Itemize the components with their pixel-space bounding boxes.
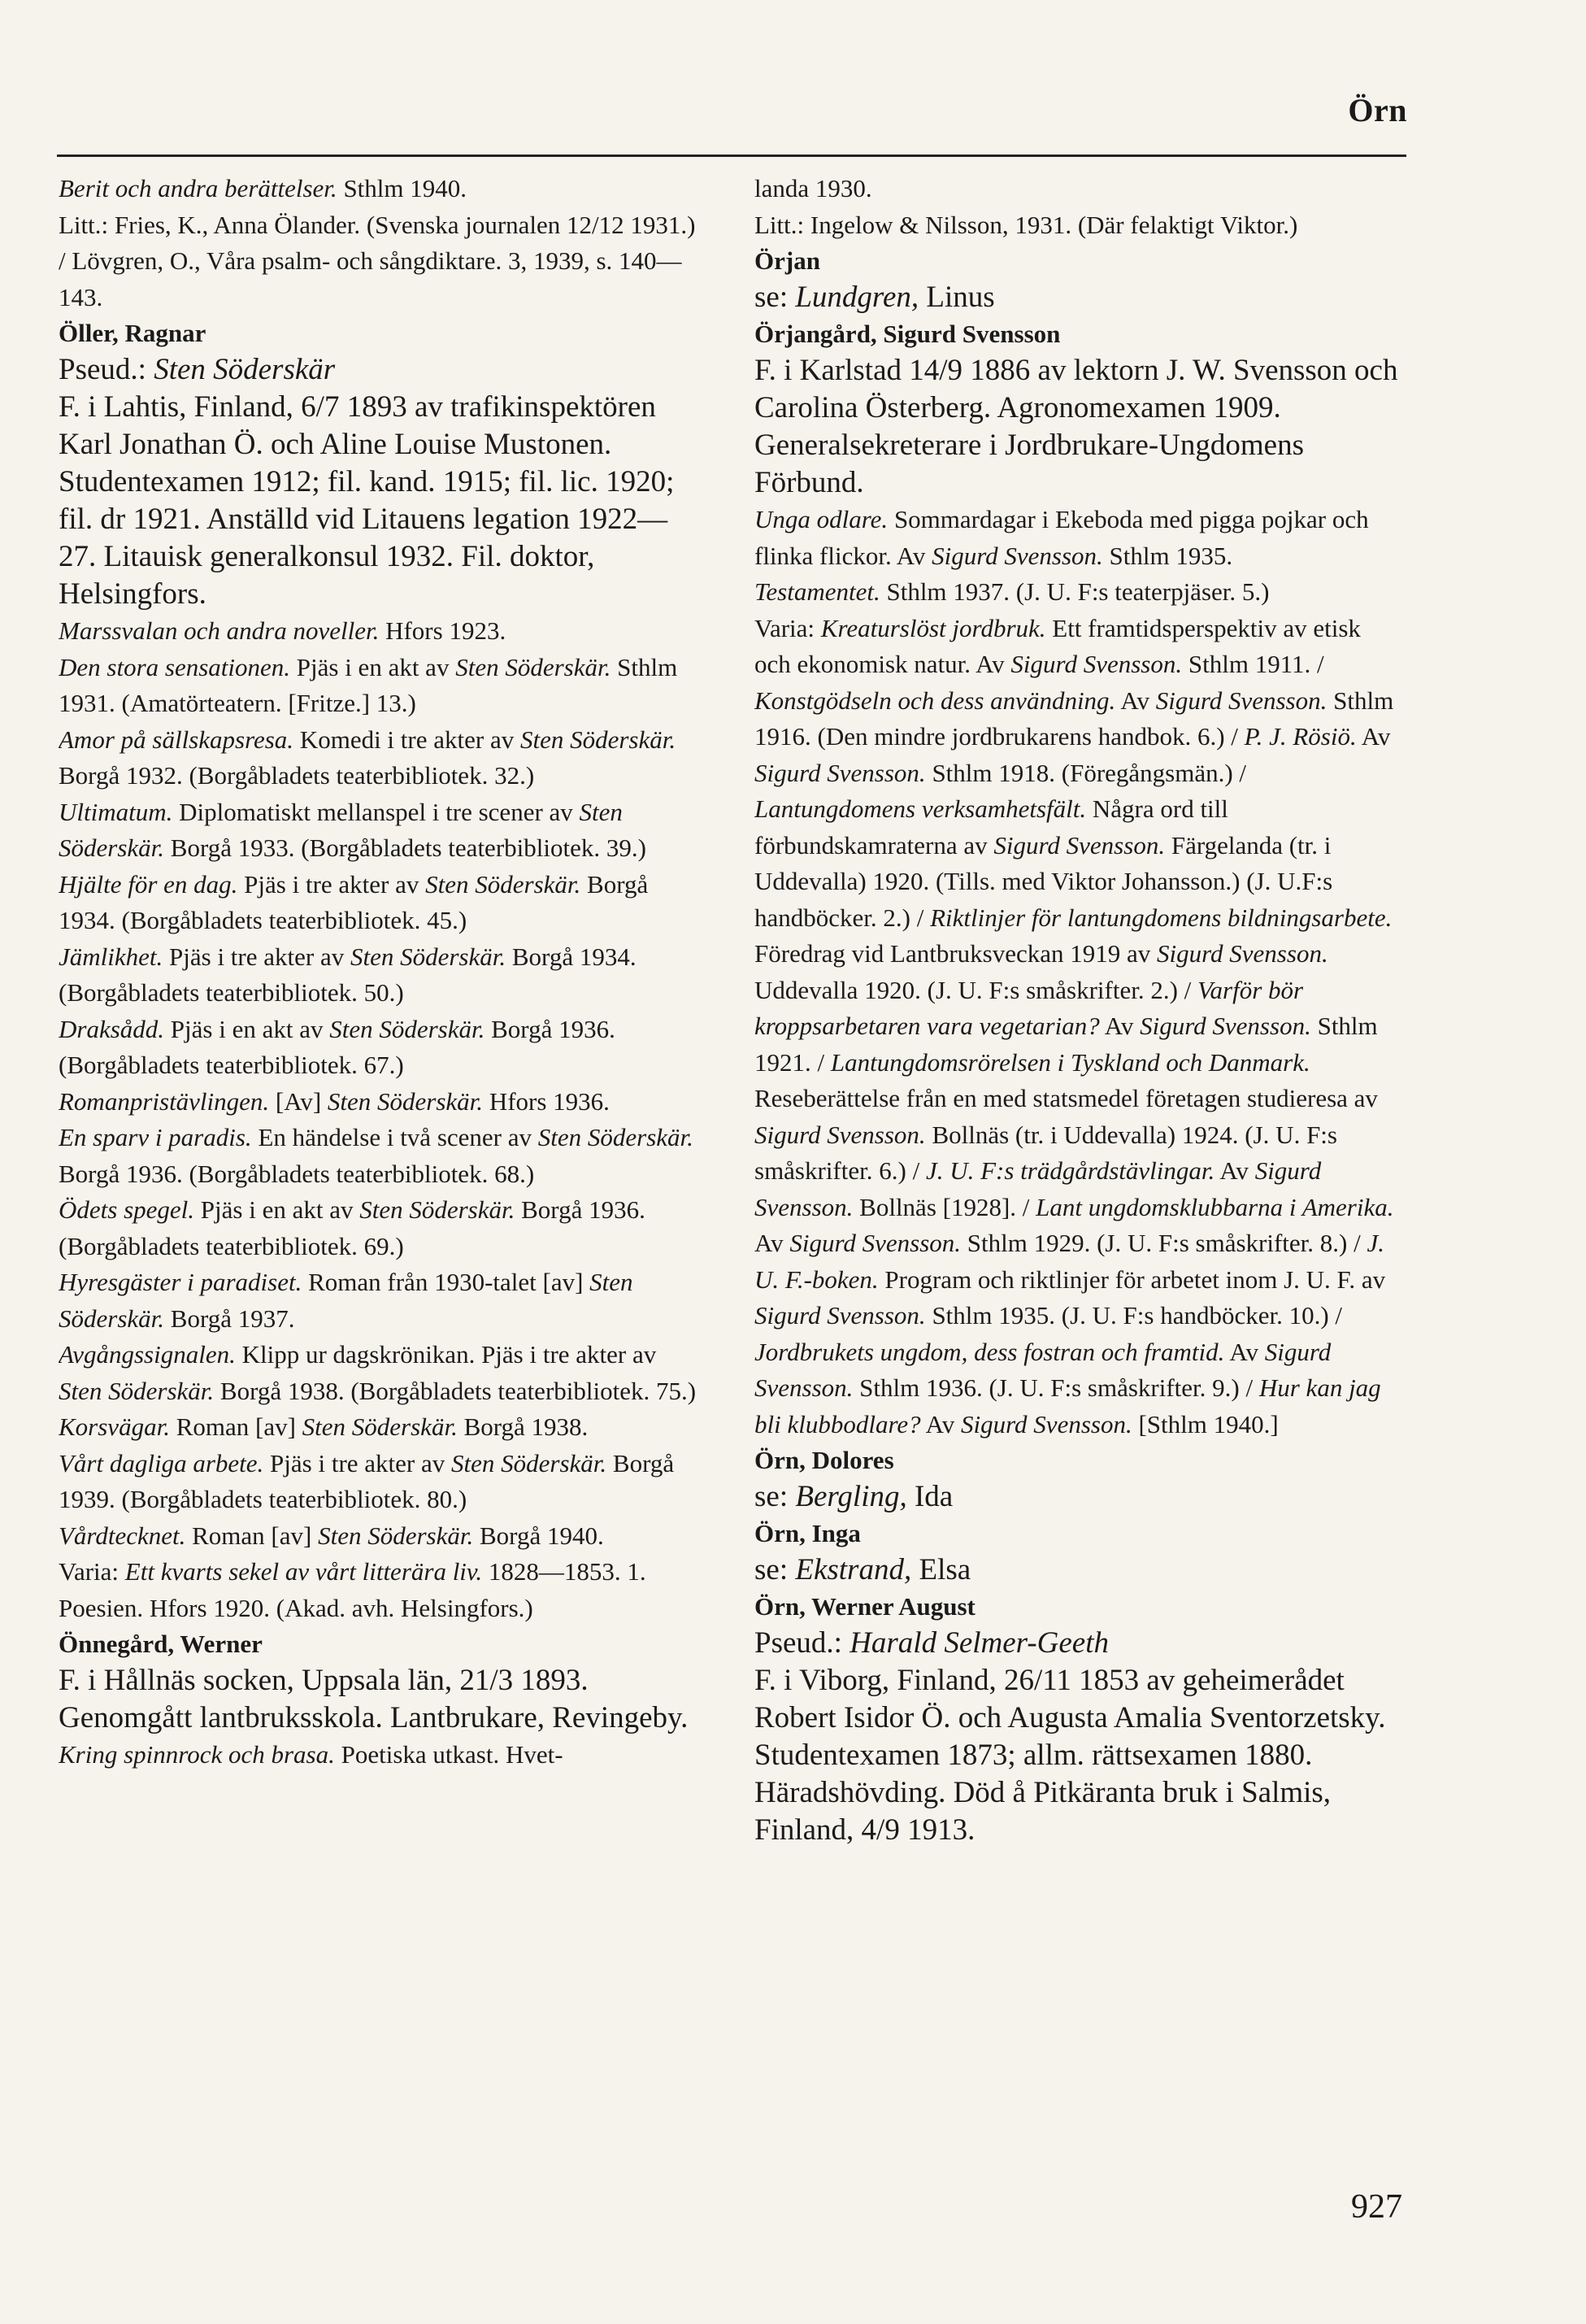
varia-item-text: Sthlm 1929. (J. U. F:s småskrifter. 8.) / [961, 1229, 1367, 1257]
work-citation [59, 1120, 705, 1192]
varia-item-italic: Lant ungdomsklubbarna i Amerika. [1036, 1192, 1394, 1221]
work-details: Sommardagar i Ekeboda med pigga pojkar och flinka flickor. Av [754, 505, 1369, 570]
work-author: Sten Söderskär. [451, 1448, 607, 1478]
varia-item-italic: Lantungdomens verksamhetsfält. [754, 794, 1087, 823]
work-details: Diplomatiskt mellanspel i tre scener av [172, 797, 580, 826]
see-name: Bergling, [795, 1480, 907, 1513]
varia-item-text: Sthlm 1916. (Den mindre jordbrukarens handbok. 6.) / [754, 685, 1394, 751]
work-title: Vårt dagliga arbete. [59, 1448, 264, 1478]
work-details: Pjäs i tre akter av [263, 1448, 451, 1478]
see-given-name: Linus [919, 281, 995, 314]
see-label: se: [754, 1553, 796, 1586]
work-details: Borgå 1940. [473, 1521, 604, 1550]
work-details: Sthlm 1935. [1102, 541, 1233, 570]
varia-item-italic: Sigurd Svensson. [1157, 939, 1328, 968]
header-rule [57, 154, 1406, 157]
work-details: Sthlm 1937. (J. U. F:s teaterpjäser. 5.) [880, 577, 1270, 606]
work-details: Pjäs i en akt av [164, 1014, 330, 1043]
varia [754, 611, 1401, 1443]
work-details: Pjäs i en akt av [194, 1195, 360, 1224]
work-details: Pjäs i tre akter av [163, 942, 350, 971]
work-title: Jämlikhet. [59, 942, 163, 971]
work-title: Hjälte för en dag. [59, 869, 238, 899]
work-author: Sten Söderskär. [350, 942, 506, 971]
work-title: Vårdtecknet. [59, 1521, 186, 1550]
varia-item-italic: Sigurd Svensson. [754, 1301, 926, 1330]
work-author: Sten Söderskär. [425, 869, 581, 899]
varia-item-text: [Sthlm 1940.] [1132, 1409, 1279, 1438]
varia-item-text: Program och riktlinjer för arbetet inom J. U. F. av [878, 1264, 1386, 1294]
varia-item-text: Av [1099, 1012, 1141, 1040]
see-reference [754, 1552, 1401, 1589]
work-author: Sten Söderskär. [59, 797, 623, 862]
work-author: Sten Söderskär. [537, 1123, 693, 1151]
continuation: landa 1930. [754, 174, 872, 202]
work-details: Poetiska utkast. Hvet- [334, 1740, 563, 1769]
varia-item-text: Av [1115, 685, 1156, 715]
work-details: Sthlm 1940. [337, 174, 467, 202]
work-title: Korsvägar. [59, 1412, 170, 1441]
work-citation [59, 171, 705, 207]
work-citation [59, 1337, 705, 1409]
varia-item-text: Några ord till förbundskamraterna av [754, 794, 1228, 860]
varia [59, 1554, 705, 1626]
pseud-name: Sten Söderskär [154, 353, 336, 386]
work-title: Kring spinnrock och brasa. [59, 1740, 335, 1769]
see-label: se: [754, 1480, 796, 1513]
entry-headword: Örn, Dolores [754, 1446, 894, 1474]
work-citation [59, 1012, 705, 1084]
varia-item-italic: Varför bör kroppsarbetaren vara vegetarian? [754, 975, 1304, 1040]
pseud-label: Pseud.: [59, 353, 154, 386]
varia-item-italic: Konstgödseln och dess användning. [754, 685, 1116, 715]
work-title: Draksådd. [59, 1014, 165, 1043]
work-citation [59, 650, 705, 722]
see-reference [754, 1478, 1401, 1516]
work-details: Borgå 1934. (Borgåbladets teaterbibliotek. 50.) [59, 942, 637, 1007]
work-title: Den stora sensationen. [59, 652, 291, 681]
varia-item-italic: Sigurd Svensson. [754, 1120, 926, 1149]
work-details: Roman [av] [185, 1521, 319, 1550]
work-citation [59, 867, 705, 939]
work-author: Sten Söderskär. [329, 1014, 485, 1043]
work-author: Sten Söderskär. [327, 1086, 484, 1116]
work-citation [754, 502, 1401, 574]
pseud-label: Pseud.: [754, 1626, 850, 1660]
work-title: Berit och andra berättelser. [59, 174, 337, 202]
work-details: Borgå 1936. (Borgåbladets teaterbibliotek. 69.) [59, 1195, 645, 1260]
varia-item-text: Av [1356, 722, 1391, 751]
varia-item-italic: Sigurd Svensson. [1155, 685, 1327, 715]
pseudonym-line [754, 1625, 1401, 1662]
work-details: Borgå 1939. (Borgåbladets teaterbibliotek. 80.) [59, 1448, 675, 1513]
varia-item-text: Färgelanda (tr. i Uddevalla) 1920. (Tills. med Viktor Johansson.) (J. U.F:s handböcker. 2.) / [754, 830, 1333, 932]
varia-title: Ett kvarts sekel av vårt litterära liv. [124, 1557, 483, 1586]
varia-item-italic: Sigurd Svensson. [754, 758, 926, 787]
work-citation [59, 1192, 705, 1264]
varia-item-text: Sthlm 1935. (J. U. F:s handböcker. 10.) / [925, 1301, 1343, 1330]
varia-item-text: Sthlm 1918. (Föregångsmän.) / [925, 758, 1247, 787]
work-citation [59, 1264, 705, 1337]
pseud-name: Harald Selmer-Geeth [849, 1626, 1110, 1660]
work-author: Sigurd Svensson. [932, 541, 1103, 570]
literature-note: Litt.: Fries, K., Anna Ölander. (Svenska journalen 12/12 1931.) / Lövgren, O., Våra psalm- och sångdiktare. 3, 1939, s. 140—143. [59, 210, 696, 311]
varia-item-text: Av [1224, 1337, 1265, 1366]
work-author: Sten Söderskär. [519, 725, 676, 754]
varia-item-text: Ett framtidsperspektiv av etisk och ekonomisk natur. Av [754, 613, 1361, 678]
work-citation [59, 722, 705, 794]
work-author: Sten Söderskär. [359, 1195, 515, 1224]
varia-item-text: Av [1214, 1156, 1255, 1185]
varia-item-text: Av [754, 1229, 790, 1257]
work-details: Roman från 1930-talet [av] [302, 1268, 590, 1296]
right-column [754, 171, 1401, 2114]
work-details: Hfors 1923. [379, 616, 506, 645]
varia-item-italic: P. J. Rösiö. [1244, 722, 1357, 751]
work-details: [Av] [269, 1086, 328, 1116]
work-citation [59, 1084, 705, 1121]
biography: F. i Lahtis, Finland, 6/7 1893 av trafikinspektören Karl Jonathan Ö. och Aline Louise Mustonen. Studentexamen 1912; fil. kand. 1915; fil. lic. 1920; fil. dr 1921. Anställd vid Litauens legation 1922—27. Litauisk generalkonsul 1932. Fil. doktor, Helsingfors. [59, 390, 675, 611]
varia-item-italic: J. U. F.-boken. [754, 1229, 1384, 1294]
work-title: Ultimatum. [59, 797, 173, 826]
varia-item-text: Sthlm 1911. / [1182, 650, 1324, 678]
entry-headword: Örn, Werner August [754, 1592, 975, 1621]
work-details: Pjäs i en akt av [290, 652, 456, 681]
work-title: Amor på sällskapsresa. [59, 725, 294, 754]
work-details: Borgå 1934. (Borgåbladets teaterbibliotek. 45.) [59, 869, 649, 934]
see-name: Ekstrand, [795, 1553, 912, 1586]
see-name: Lundgren, [795, 281, 919, 314]
work-citation [59, 1409, 705, 1446]
work-details: En händelse i två scener av [251, 1123, 538, 1151]
work-details: Sthlm 1931. (Amatörteatern. [Fritze.] 13.) [59, 652, 678, 717]
work-citation [59, 1446, 705, 1518]
varia-item-italic: Sigurd Svensson. [961, 1409, 1132, 1438]
work-author: Sten Söderskär. [455, 652, 611, 681]
varia-item-italic: Sigurd Svensson. [1010, 650, 1183, 678]
works-list [59, 613, 705, 1554]
varia-item-text: Av [920, 1409, 962, 1438]
varia-item-italic: Sigurd Svensson. [1140, 1012, 1311, 1040]
biography: F. i Karlstad 14/9 1886 av lektorn J. W. Svensson och Carolina Österberg. Agronomexamen 1909. Generalsekreterare i Jordbrukare-Ungdomens Förbund. [754, 354, 1398, 499]
see-label: se: [754, 281, 796, 314]
work-author: Sten Söderskär. [59, 1376, 215, 1405]
see-given-name: Ida [906, 1480, 954, 1513]
left-column [59, 171, 705, 2114]
varia-item-text: Bollnäs (tr. i Uddevalla) 1924. (J. U. F:s småskrifter. 6.) / [754, 1120, 1337, 1185]
work-details: Borgå 1933. (Borgåbladets teaterbibliotek. 39.) [164, 833, 646, 862]
varia-item-italic: Sigurd Svensson. [789, 1229, 962, 1257]
varia-details: 1828—1853. 1. Poesien. Hfors 1920. (Akad. avh. Helsingfors.) [59, 1557, 646, 1622]
work-details: Borgå 1937. [164, 1303, 295, 1333]
varia-item-italic: Jordbrukets ungdom, dess fostran och framtid. [754, 1337, 1225, 1366]
work-citation [59, 794, 705, 867]
varia-item-italic: J. U. F:s trädgårdstävlingar. [925, 1156, 1215, 1185]
varia-item-italic: Sigurd Svensson. [754, 1156, 1322, 1221]
varia-item-italic: Kreaturslöst jordbruk. [820, 613, 1046, 642]
varia-item-text: Bollnäs [1928]. / [853, 1192, 1036, 1221]
varia-item-text: Uddevalla 1920. (J. U. F:s småskrifter. 2.) / [754, 975, 1198, 1004]
work-author: Sten Söderskär. [59, 1268, 633, 1333]
literature-note: Litt.: Ingelow & Nilsson, 1931. (Där felaktigt Viktor.) [754, 210, 1298, 239]
varia-label: Varia: [754, 613, 821, 642]
page-number: 927 [1351, 2188, 1402, 2226]
work-author: Sten Söderskär. [302, 1412, 458, 1441]
varia-item-italic: Riktlinjer för lantungdomens bildningsarbete. [930, 903, 1393, 932]
work-details: Pjäs i tre akter av [237, 869, 426, 899]
biography: F. i Viborg, Finland, 26/11 1853 av geheimerådet Robert Isidor Ö. och Augusta Amalia Sventorzetsky. Studentexamen 1873; allm. rättsexamen 1880. Häradshövding. Död å Pitkäranta bruk i Salmis, Finland, 4/9 1913. [754, 1664, 1386, 1847]
work-details: Borgå 1932. (Borgåbladets teaterbibliotek. 32.) [59, 761, 535, 790]
work-citation [59, 939, 705, 1012]
entry-headword: Örjan [754, 246, 820, 275]
varia-item-italic: Lantungdomsrörelsen i Tyskland och Danmark. [830, 1047, 1310, 1077]
work-details: Roman [av] [169, 1412, 302, 1441]
running-head: Örn [1348, 92, 1407, 128]
varia-item-italic: Sigurd Svensson. [993, 830, 1166, 860]
varia-item-text: Sthlm 1921. / [754, 1012, 1378, 1077]
varia-item-text: Sthlm 1936. (J. U. F:s småskrifter. 9.) / [853, 1373, 1259, 1402]
work-title: Romanpristävlingen. [59, 1086, 270, 1116]
varia-item-italic: Sigurd Svensson. [754, 1337, 1332, 1402]
work-details: Borgå 1938. [457, 1412, 589, 1441]
biography: F. i Hållnäs socken, Uppsala län, 21/3 1893. Genomgått lantbruksskola. Lantbrukare, Revingeby. [59, 1664, 689, 1734]
entry-headword: Önnegård, Werner [59, 1630, 263, 1658]
work-citation [59, 1737, 705, 1773]
entry-headword: Örjangård, Sigurd Svensson [754, 320, 1061, 348]
see-given-name: Elsa [911, 1553, 971, 1586]
work-title: Testamentet. [754, 577, 880, 606]
varia-item-text: Föredrag vid Lantbruksveckan 1919 av [754, 939, 1158, 968]
work-title: Ödets spegel. [59, 1195, 195, 1224]
see-reference [754, 279, 1401, 316]
work-citation [59, 613, 705, 650]
work-details: Klipp ur dagskrönikan. Pjäs i tre akter av [235, 1340, 657, 1369]
work-title: Hyresgäster i paradiset. [59, 1268, 302, 1296]
work-title: En sparv i paradis. [59, 1123, 252, 1151]
entry-headword: Öller, Ragnar [59, 319, 206, 347]
work-citation [754, 574, 1401, 611]
work-details: Borgå 1936. (Borgåbladets teaterbibliotek. 67.) [59, 1014, 615, 1079]
work-details: Komedi i tre akter av [293, 725, 520, 754]
work-details: Borgå 1938. (Borgåbladets teaterbibliotek. 75.) [214, 1376, 697, 1405]
work-title: Avgångssignalen. [59, 1340, 236, 1369]
varia-item-text: Reseberättelse från en med statsmedel företagen studieresa av [754, 1084, 1378, 1112]
pseudonym-line [59, 351, 705, 389]
work-title: Marssvalan och andra noveller. [59, 616, 380, 645]
varia-label: Varia: [59, 1557, 125, 1586]
entry-headword: Örn, Inga [754, 1519, 861, 1547]
work-details: Borgå 1936. (Borgåbladets teaterbibliotek. 68.) [59, 1159, 535, 1188]
work-citation [59, 1518, 705, 1555]
varia-item-italic: Hur kan jag bli klubbodlare? [754, 1373, 1381, 1438]
work-details: Hfors 1936. [483, 1086, 610, 1116]
work-title: Unga odlare. [754, 505, 889, 533]
work-author: Sten Söderskär. [318, 1521, 474, 1550]
